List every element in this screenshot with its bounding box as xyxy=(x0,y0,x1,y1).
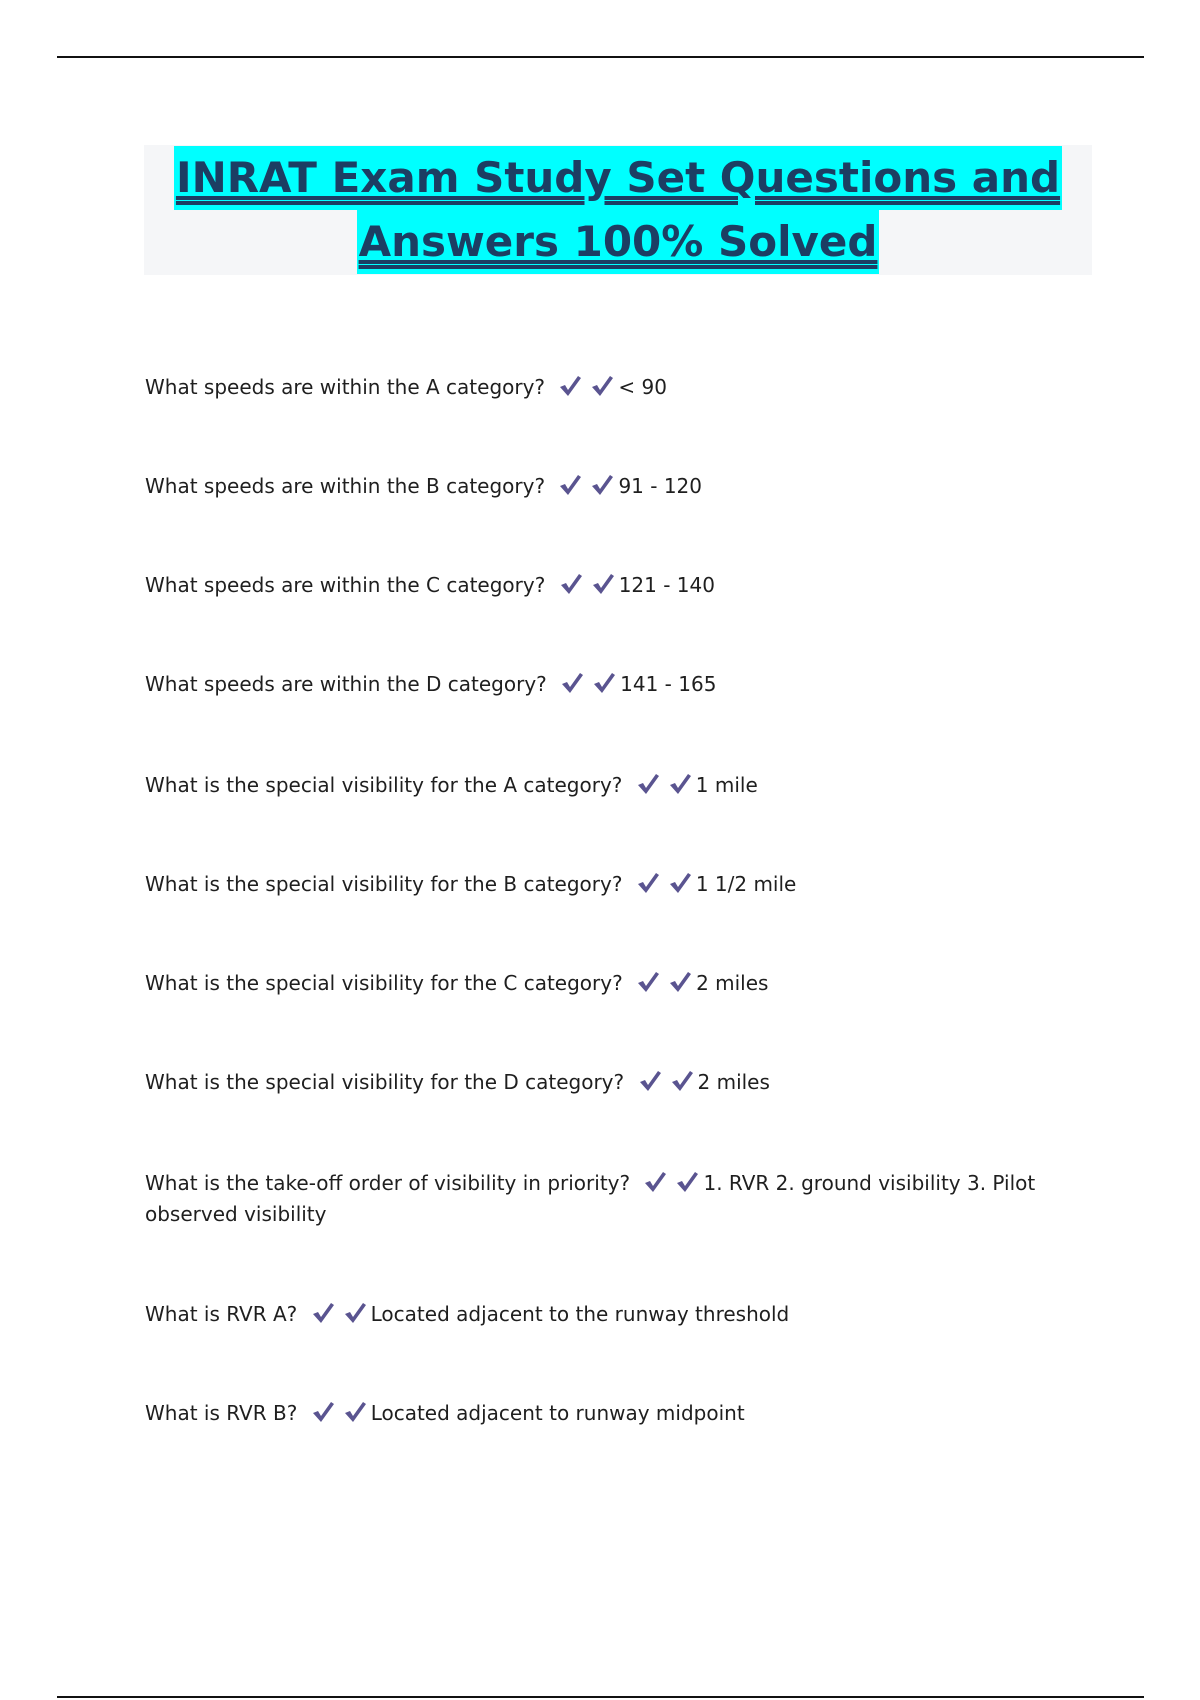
qa-item xyxy=(145,471,1045,502)
check-icon xyxy=(635,969,661,995)
answer-text: Located adjacent to the runway threshold xyxy=(370,1302,790,1326)
qa-item xyxy=(145,770,1045,801)
check-icon xyxy=(669,1068,695,1094)
answer-text: 141 - 165 xyxy=(620,672,717,696)
check-icon xyxy=(559,670,585,696)
answer-text: 1 mile xyxy=(695,773,758,797)
qa-item xyxy=(145,570,1045,601)
check-icon xyxy=(557,472,583,498)
answer-text: 91 - 120 xyxy=(618,474,703,498)
qa-item xyxy=(145,1067,1045,1098)
top-rule xyxy=(57,56,1144,58)
question-text: What is the special visibility for the C category? xyxy=(145,971,623,995)
page-title-line-2: Answers 100% Solved xyxy=(357,210,880,274)
check-icon xyxy=(635,870,661,896)
check-icon xyxy=(557,373,583,399)
question-text: What speeds are within the A category? xyxy=(145,375,546,399)
check-icon xyxy=(342,1399,368,1425)
answer-text: < 90 xyxy=(618,375,667,399)
check-icon xyxy=(342,1300,368,1326)
check-icon xyxy=(667,969,693,995)
qa-item xyxy=(145,869,1045,900)
check-icon xyxy=(310,1399,336,1425)
question-text: What is the special visibility for the B category? xyxy=(145,872,623,896)
check-icon xyxy=(558,571,584,597)
qa-item xyxy=(145,1299,1045,1330)
answer-text: 2 miles xyxy=(696,971,769,995)
question-text: What is RVR A? xyxy=(145,1302,298,1326)
question-text: What speeds are within the C category? xyxy=(145,573,546,597)
question-text: What speeds are within the B category? xyxy=(145,474,546,498)
answer-text: 1 1/2 mile xyxy=(695,872,797,896)
check-icon xyxy=(667,771,693,797)
check-icon xyxy=(642,1169,668,1195)
qa-item xyxy=(145,669,1045,700)
page-title-line-1: INRAT Exam Study Set Questions and xyxy=(174,146,1062,210)
answer-text: 121 - 140 xyxy=(618,573,715,597)
check-icon xyxy=(310,1300,336,1326)
check-icon xyxy=(589,373,615,399)
title-band xyxy=(144,145,1092,275)
bottom-rule xyxy=(57,1696,1144,1698)
check-icon xyxy=(590,571,616,597)
check-icon xyxy=(667,870,693,896)
answer-text: 1. RVR 2. ground visibility 3. Pilot observed visibility xyxy=(145,1171,1036,1226)
check-icon xyxy=(591,670,617,696)
check-icon xyxy=(635,771,661,797)
qa-item xyxy=(145,372,1045,403)
answer-text: 2 miles xyxy=(697,1070,770,1094)
check-icon xyxy=(674,1169,700,1195)
qa-item xyxy=(145,1168,1045,1230)
question-text: What speeds are within the D category? xyxy=(145,672,547,696)
check-icon xyxy=(637,1068,663,1094)
question-text: What is the special visibility for the D category? xyxy=(145,1070,625,1094)
qa-item xyxy=(145,968,1045,999)
question-text: What is RVR B? xyxy=(145,1401,298,1425)
question-text: What is the special visibility for the A category? xyxy=(145,773,623,797)
qa-item xyxy=(145,1398,1045,1429)
answer-text: Located adjacent to runway midpoint xyxy=(370,1401,745,1425)
question-text: What is the take-off order of visibility in priority? xyxy=(145,1171,631,1195)
check-icon xyxy=(589,472,615,498)
